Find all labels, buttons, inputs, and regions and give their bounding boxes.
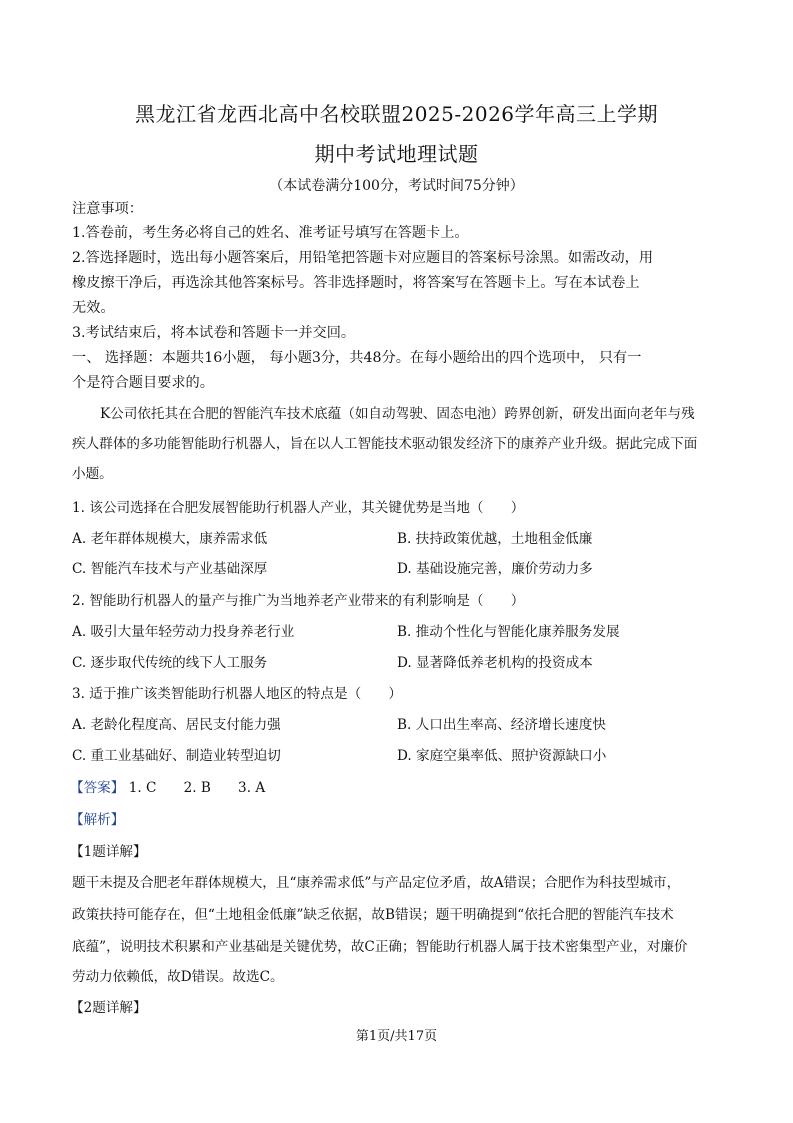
material-line2: 疾人群体的多功能智能助行机器人，旨在以人工智能技术驱动银发经济下的康养产业升级。据此完成下面 bbox=[72, 436, 698, 452]
question-2-option-d: D. 显著降低养老机构的投资成本 bbox=[397, 655, 593, 671]
question-1-option-a: A. 老年群体规模大，康养需求低 bbox=[72, 531, 268, 547]
detail-1-line1: 题干未提及合肥老年群体规模大，且“康养需求低”与产品定位矛盾，故A错误；合肥作为科技型城市， bbox=[72, 875, 681, 891]
question-2-option-c: C. 逐步取代传统的线下人工服务 bbox=[72, 655, 268, 671]
answer-line bbox=[70, 776, 722, 796]
page-footer: 第1页/共17页 bbox=[355, 1029, 438, 1044]
notice-item-2-line1: 2.答选择题时，选出每小题答案后，用铅笔把答题卡对应题目的答案标号涂黑。如需改动，用 bbox=[72, 250, 654, 266]
analysis-label: 【解析】 bbox=[70, 812, 125, 828]
question-1-stem: 1. 该公司选择在合肥发展智能助行机器人产业，其关键优势是当地（ ） bbox=[72, 500, 525, 516]
detail-1-line2: 政策扶持可能存在，但“土地租金低廉”缺乏依据，故B错误；题干明确提到“依托合肥的智能汽车技术 bbox=[72, 907, 674, 923]
question-1-option-c: C. 智能汽车技术与产业基础深厚 bbox=[72, 561, 268, 577]
question-2-option-b: B. 推动个性化与智能化康养服务发展 bbox=[397, 624, 620, 640]
section-heading-line2: 个是符合题目要求的。 bbox=[72, 375, 214, 391]
question-3-option-d: D. 家庭空巢率低、照护资源缺口小 bbox=[397, 748, 607, 764]
detail-1-label: 【1题详解】 bbox=[70, 844, 147, 860]
exam-title-line1: 黑龙江省龙西北高中名校联盟2025-2026学年高三上学期 bbox=[134, 102, 659, 126]
question-1-option-b: B. 扶持政策优越，土地租金低廉 bbox=[397, 531, 593, 547]
detail-2-label: 【2题详解】 bbox=[70, 1000, 147, 1016]
exam-title-line2: 期中考试地理试题 bbox=[314, 142, 479, 166]
notice-item-3: 3.考试结束后，将本试卷和答题卡一并交回。 bbox=[72, 325, 356, 341]
notice-item-2-line3: 无效。 bbox=[72, 300, 115, 316]
question-1-option-d: D. 基础设施完善，廉价劳动力多 bbox=[397, 561, 593, 577]
question-3-option-b: B. 人口出生率高、经济增长速度快 bbox=[397, 717, 606, 733]
question-3-option-c: C. 重工业基础好、制造业转型迫切 bbox=[72, 748, 281, 764]
exam-subtitle: （本试卷满分100分，考试时间75分钟） bbox=[269, 178, 524, 194]
detail-1-line3: 底蕴”，说明技术积累和产业基础是关键优势，故C正确；智能助行机器人属于技术密集型产业，对廉价 bbox=[72, 939, 688, 955]
notice-item-1: 1.答卷前，考生务必将自己的姓名、准考证号填写在答题卡上。 bbox=[72, 225, 469, 241]
question-3-option-a: A. 老龄化程度高、居民支付能力强 bbox=[72, 717, 281, 733]
material-line1: K公司依托其在合肥的智能汽车技术底蕴（如自动驾驶、固态电池）跨界创新，研发出面向老年与残 bbox=[100, 406, 695, 422]
question-2-option-a: A. 吸引大量年轻劳动力投身养老行业 bbox=[72, 624, 295, 640]
question-3-stem: 3. 适于推广该类智能助行机器人地区的特点是（ ） bbox=[72, 686, 402, 702]
material-line3: 小题。 bbox=[72, 466, 113, 482]
answer-label: 【答案】 bbox=[70, 780, 125, 796]
question-2-stem: 2. 智能助行机器人的量产与推广为当地养老产业带来的有利影响是（ ） bbox=[72, 593, 525, 609]
notice-item-2-line2: 橡皮擦干净后，再选涂其他答案标号。答非选择题时，将答案写在答题卡上。写在本试卷上 bbox=[72, 275, 640, 291]
detail-1-line4: 劳动力依赖低，故D错误。故选C。 bbox=[72, 969, 284, 985]
notice-heading: 注意事项： bbox=[72, 201, 143, 217]
section-heading-line1: 一、 选择题：本题共16小题， 每小题3分，共48分。在每小题给出的四个选项中， 只有一 bbox=[72, 350, 642, 366]
answer-values: 1. C 2. B 3. A bbox=[128, 780, 266, 796]
